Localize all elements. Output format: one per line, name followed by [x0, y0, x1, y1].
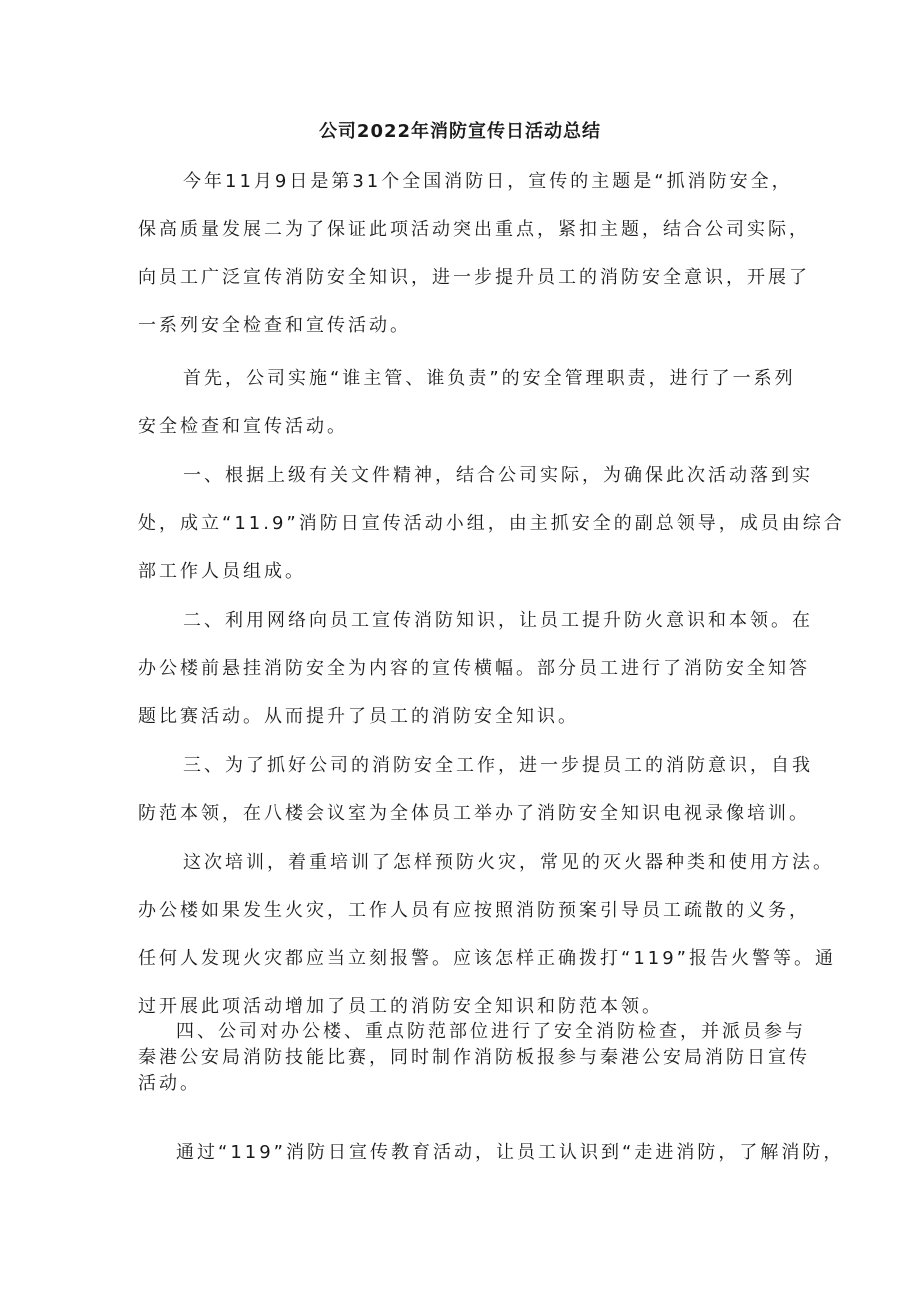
paragraph-line: 通过“119”消防日宣传教育活动，让员工认识到“走进消防，了解消防， [176, 1142, 845, 1163]
paragraph-first [138, 355, 798, 451]
paragraph-line: 秦港公安局消防技能比赛，同时制作消防板报参与秦港公安局消防日宣传 [138, 1047, 810, 1068]
paragraph-line: 今年11月9日是第31个全国消防日，宣传的主题是“抓消防安全， [183, 171, 793, 192]
paragraph-line: 安全检查和宣传活动。 [138, 416, 348, 437]
paragraph-item-one [138, 452, 845, 596]
paragraph-line: 四、公司对办公楼、重点防范部位进行了安全消防检查，并派员参与 [176, 1021, 806, 1042]
paragraph-line: 过开展此项活动增加了员工的消防安全知识和防范本领。 [138, 996, 663, 1017]
paragraph-line: 办公楼前悬挂消防安全为内容的宣传横幅。部分员工进行了消防安全知答 [138, 658, 810, 679]
paragraph-item-two [138, 597, 813, 741]
paragraph-line: 保高质量发展二为了保证此项活动突出重点，紧扣主题，结合公司实际， [138, 219, 810, 240]
paragraph-conclusion [138, 1129, 845, 1177]
paragraph-line: 一系列安全检查和宣传活动。 [138, 315, 411, 336]
paragraph-line: 处，成立“11.9”消防日宣传活动小组，由主抓安全的副总领导，成员由综合 [138, 513, 845, 534]
paragraph-line: 防范本领，在八楼会议室为全体员工举办了消防安全知识电视录像培训。 [138, 803, 810, 824]
paragraph-line: 三、为了抓好公司的消防安全工作，进一步提员工的消防意识，自我 [183, 755, 813, 776]
paragraph-line: 办公楼如果发生火灾，工作人员有应按照消防预案引导员工疏散的义务， [138, 900, 810, 921]
paragraph-training [138, 839, 837, 1031]
paragraph-line: 活动。 [138, 1073, 201, 1094]
paragraph-line: 二、利用网络向员工宣传消防知识，让员工提升防火意识和本领。在 [183, 610, 813, 631]
paragraph-item-four [138, 1019, 810, 1097]
document-title: 公司2022年消防宣传日活动总结 [318, 121, 602, 142]
paragraph-line: 部工作人员组成。 [138, 561, 306, 582]
paragraph-line: 首先，公司实施“谁主管、谁负责”的安全管理职责，进行了一系列 [183, 368, 796, 389]
paragraph-line: 一、根据上级有关文件精神，结合公司实际，为确保此次活动落到实 [183, 465, 813, 486]
paragraph-item-three [138, 742, 813, 838]
paragraph-line: 任何人发现火灾都应当立刻报警。应该怎样正确拨打“119”报告火警等。通 [138, 948, 837, 969]
paragraph-line: 这次培训，着重培训了怎样预防火灾，常见的灭火器种类和使用方法。 [183, 852, 834, 873]
paragraph-intro [138, 158, 810, 350]
paragraph-line: 向员工广泛宣传消防安全知识，进一步提升员工的消防安全意识，开展了 [138, 267, 810, 288]
paragraph-line: 题比赛活动。从而提升了员工的消防安全知识。 [138, 706, 579, 727]
